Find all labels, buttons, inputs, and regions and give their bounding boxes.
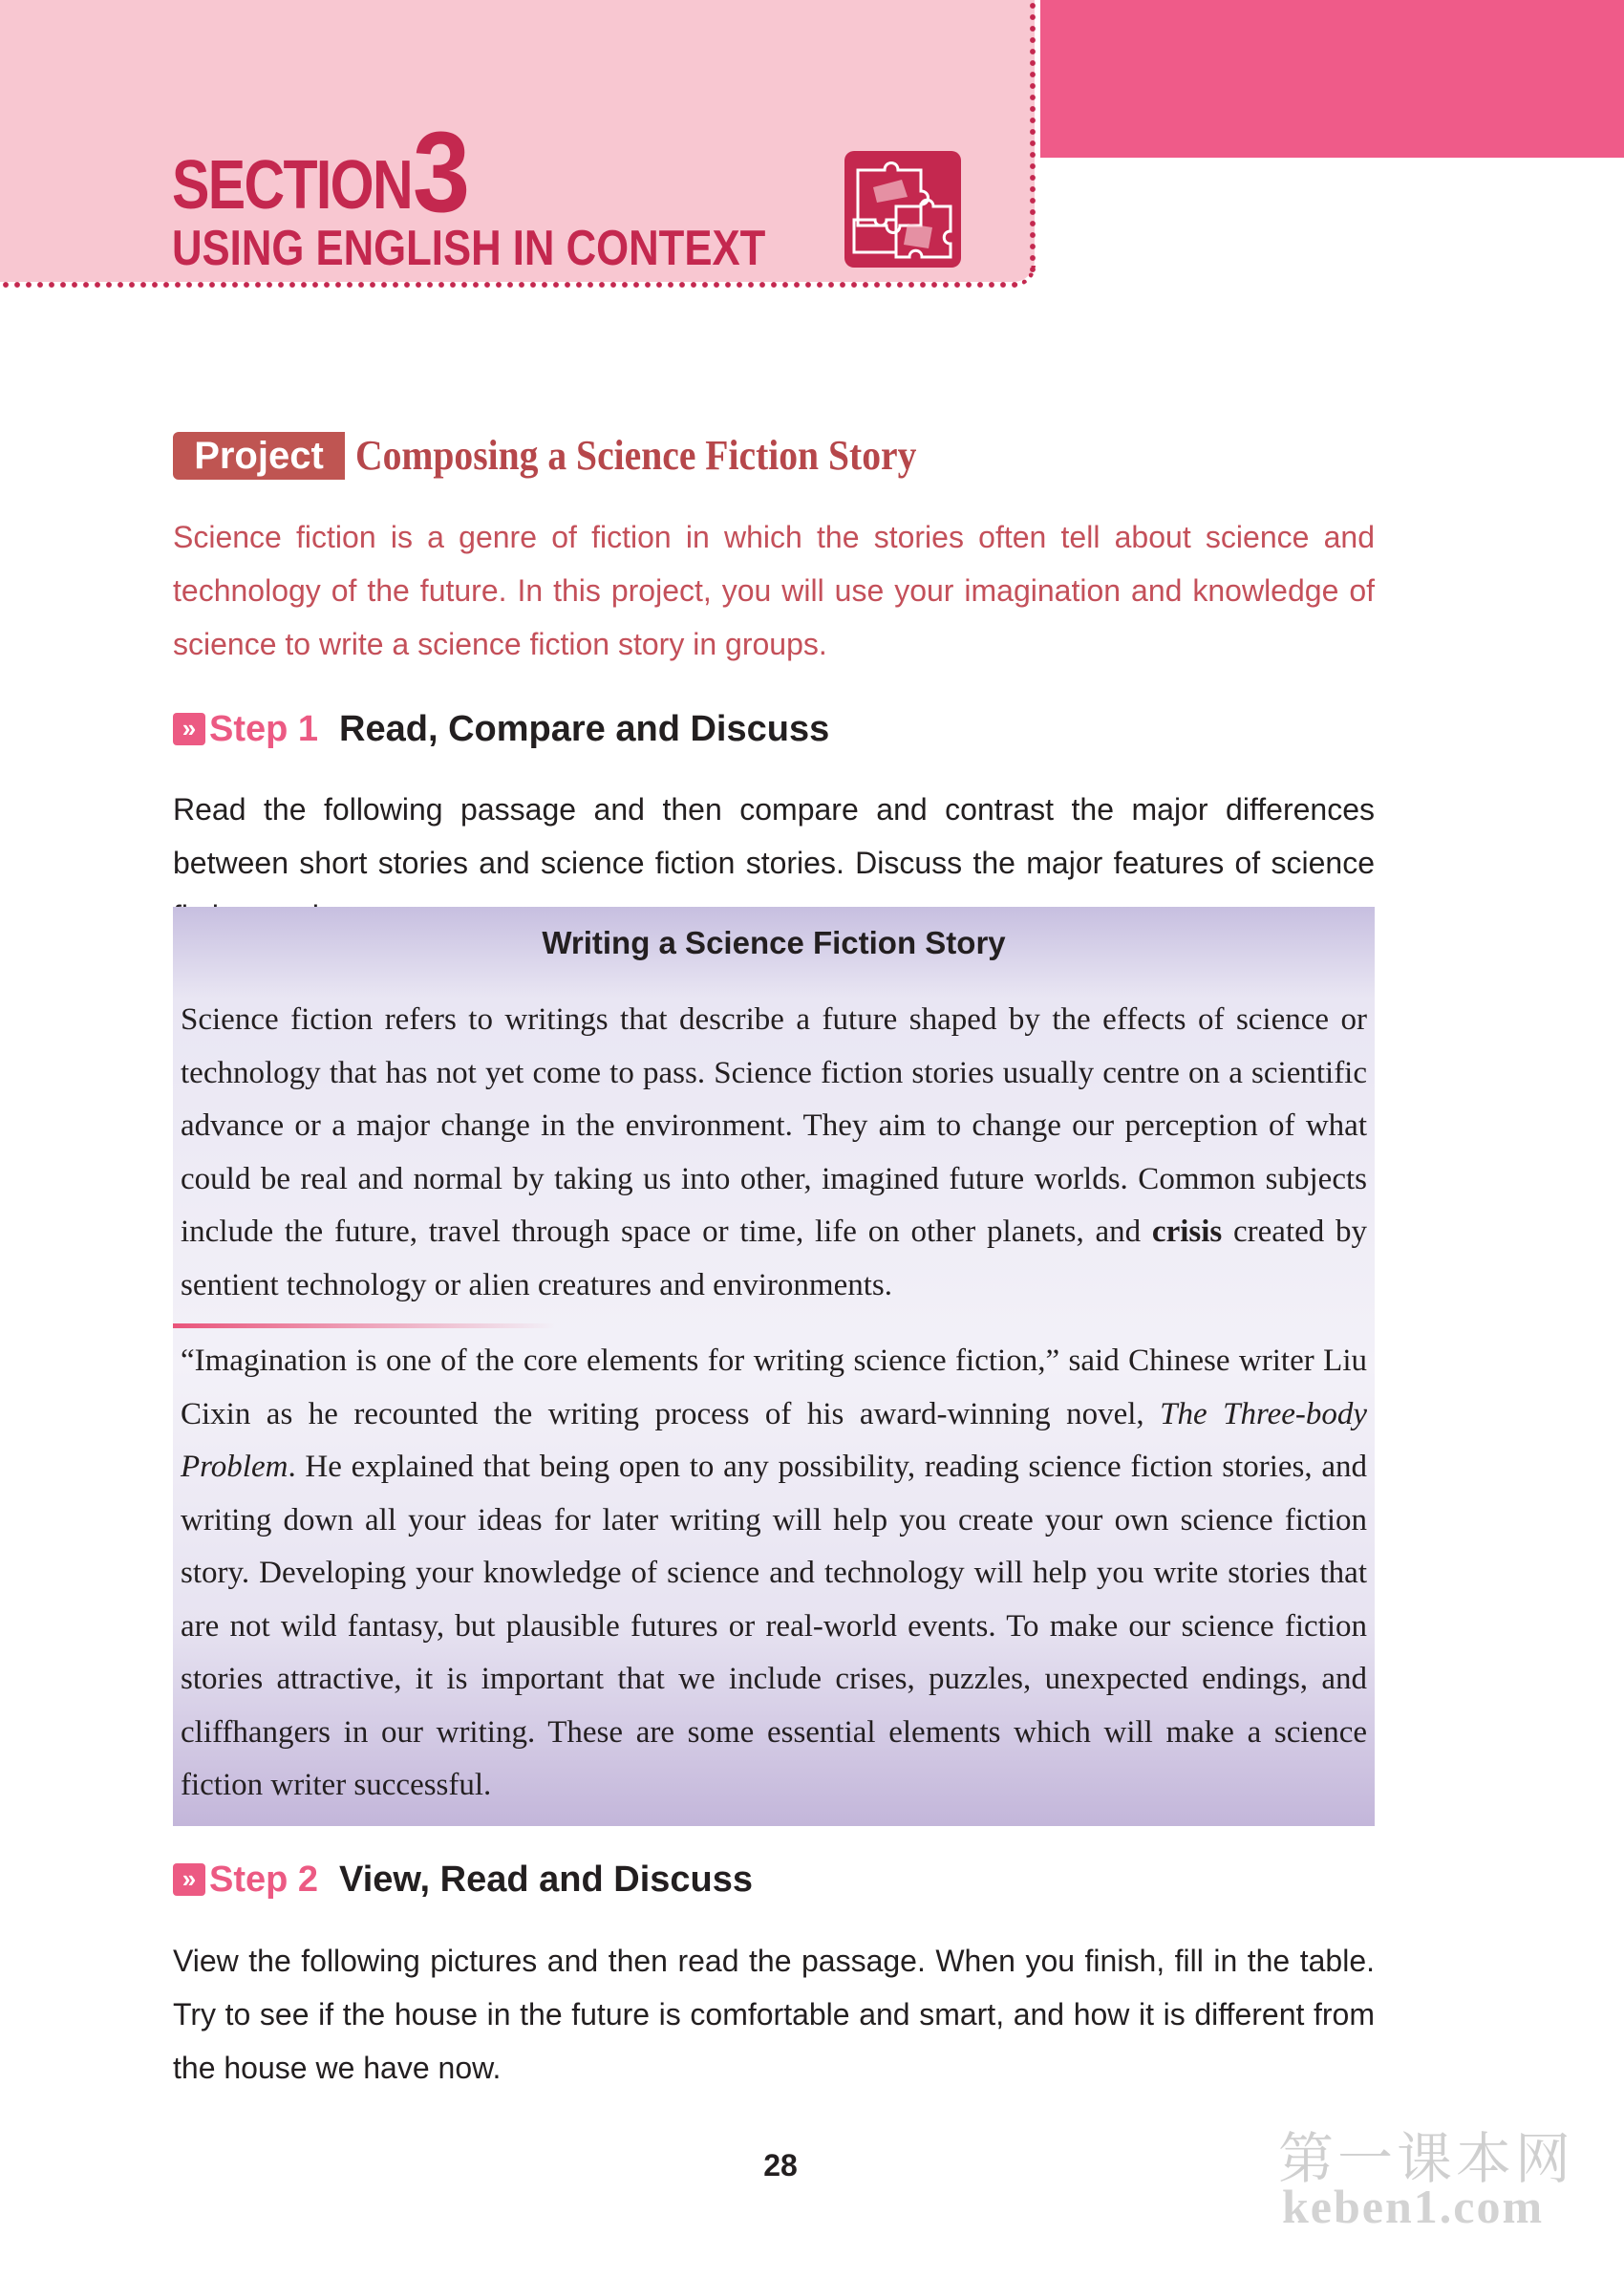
step1-heading (173, 707, 829, 751)
dotted-border-bottom (0, 281, 1020, 289)
step2-title: View, Read and Discuss (339, 1859, 754, 1900)
double-chevron-icon: » (173, 1863, 205, 1896)
step2-label: Step 2 (209, 1859, 319, 1900)
reading-paragraph-1: Science fiction refers to writings that describe a future shaped by the effects of science or technology that has not yet come to pass. Science fiction stories usually centre on a scientific advance or a major change in the environment. They aim to change our perception of what could be real and normal by taking us into other, imagined future worlds. Common subjects include the future, travel through space or time, life on other planets, and crisis created by sentient technology or alien creatures and environments. (181, 1002, 1368, 1302)
book-title: The Three-body Problem (181, 1396, 1368, 1484)
header-accent-band (1040, 0, 1624, 158)
bold-term: crisis (1151, 1215, 1223, 1249)
section-number: 3 (413, 108, 471, 236)
step2-heading (173, 1858, 753, 1902)
dotted-border-right (1029, 0, 1036, 272)
double-chevron-icon: » (173, 713, 205, 745)
page-number: 28 (763, 2148, 798, 2182)
step2-instructions: View the following pictures and then read the passage. When you finish, fill in the table. Try to see if the house in the future is comfortable and smart, and how it is different from the house we have now. (173, 1944, 1375, 2085)
reading-paragraph-2: “Imagination is one of the core elements for writing science fiction,” said Chinese writer Liu Cixin as he recounted the writing process of his award-winning novel, The Three-body Problem. He explained that being open to any possibility, reading science fiction stories, and writing down all your ideas for later writing will help you create your own science fiction story. Developing your knowledge of science and technology will help you write stories that are not wild fantasy, but plausible futures or real-world events. To make our science fiction stories attractive, it is important that we include crises, puzzles, unexpected endings, and cliffhangers in our writing. These are some essential elements which will make a science fiction writer successful. (181, 1344, 1368, 1802)
watermark-en: keben1.com (1282, 2180, 1545, 2233)
step1-instructions: Read the following passage and then compare and contrast the major differences between short stories and science fiction stories. Discuss the major features of science (173, 792, 1375, 880)
step1-label: Step 1 (209, 708, 319, 749)
project-title: Composing a Science Fiction Story (355, 432, 917, 479)
paragraph-divider (173, 1323, 555, 1328)
puzzle-icon (844, 151, 961, 268)
step1-title: Read, Compare and Discuss (339, 708, 830, 749)
project-tag-label: Project (194, 435, 324, 477)
watermark-cn: 第一课本网 (1278, 2128, 1575, 2190)
dotted-border-corner (1015, 266, 1036, 287)
section-subtitle: USING ENGLISH IN CONTEXT (172, 221, 766, 276)
section-label: SECTION (172, 147, 412, 224)
project-intro: Science fiction is a genre of fiction in which the stories often tell about science and technology of the future. In this project, you will use your imagination and knowledge of science to write a science fiction story in groups. (173, 520, 1375, 661)
reading-title: Writing a Science Fiction Story (542, 925, 1006, 960)
